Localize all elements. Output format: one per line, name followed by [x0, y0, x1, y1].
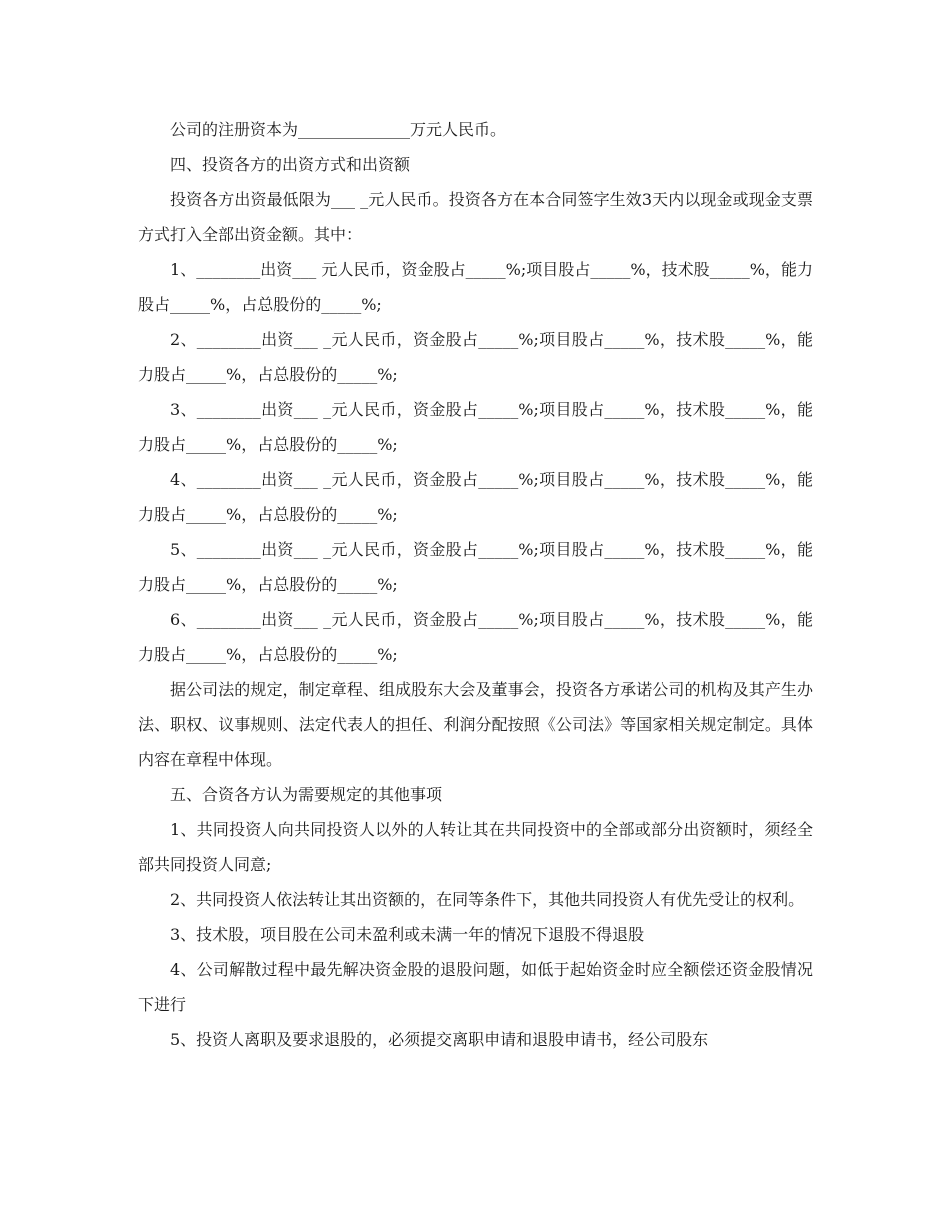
section-five-heading: 五、合资各方认为需要规定的其他事项	[170, 785, 443, 804]
investor-entry-1: 1、________出资___ 元人民币，资金股占_____%;项目股占_____%，技术股_____%，能力股占_____%，占总股份的_____%;	[138, 260, 813, 314]
company-law-paragraph: 据公司法的规定，制定章程、组成股东大会及董事会，投资各方承诺公司的机构及其产生办法、职权、议事规则、法定代表人的担任、利润分配按照《公司法》等国家相关规定制定。具体内容在章程中体现。	[138, 680, 813, 769]
document-page	[138, 112, 813, 1057]
investor-entry-3: 3、________出资___ _元人民币，资金股占_____%;项目股占_____%，技术股_____%，能力股占_____%，占总股份的_____%;	[138, 400, 813, 454]
registered-capital-paragraph: 公司的注册资本为______________万元人民币。	[170, 120, 507, 139]
other-matters-item-1: 1、共同投资人向共同投资人以外的人转让其在共同投资中的全部或部分出资额时，须经全部共同投资人同意;	[138, 820, 813, 874]
other-matters-item-3: 3、技术股，项目股在公司未盈利或未满一年的情况下退股不得退股	[170, 925, 645, 944]
minimum-investment-paragraph: 投资各方出资最低限为___ _元人民币。投资各方在本合同签字生效3天内以现金或现金支票方式打入全部出资金额。其中：	[138, 190, 813, 244]
investor-entry-6: 6、________出资___ _元人民币，资金股占_____%;项目股占_____%，技术股_____%，能力股占_____%，占总股份的_____%;	[138, 610, 813, 664]
section-four-heading: 四、投资各方的出资方式和出资额	[170, 155, 411, 174]
investor-entry-2: 2、________出资___ _元人民币，资金股占_____%;项目股占_____%，技术股_____%，能力股占_____%，占总股份的_____%;	[138, 330, 813, 384]
other-matters-item-4: 4、公司解散过程中最先解决资金股的退股问题，如低于起始资金时应全额偿还资金股情况下进行	[138, 960, 813, 1014]
other-matters-item-5: 5、投资人离职及要求退股的，必须提交离职申请和退股申请书，经公司股东	[170, 1030, 709, 1049]
investor-entry-4: 4、________出资___ _元人民币，资金股占_____%;项目股占_____%，技术股_____%，能力股占_____%，占总股份的_____%;	[138, 470, 813, 524]
investor-entry-5: 5、________出资___ _元人民币，资金股占_____%;项目股占_____%，技术股_____%，能力股占_____%，占总股份的_____%;	[138, 540, 813, 594]
other-matters-item-2: 2、共同投资人依法转让其出资额的，在同等条件下，其他共同投资人有优先受让的权利。	[170, 890, 805, 909]
